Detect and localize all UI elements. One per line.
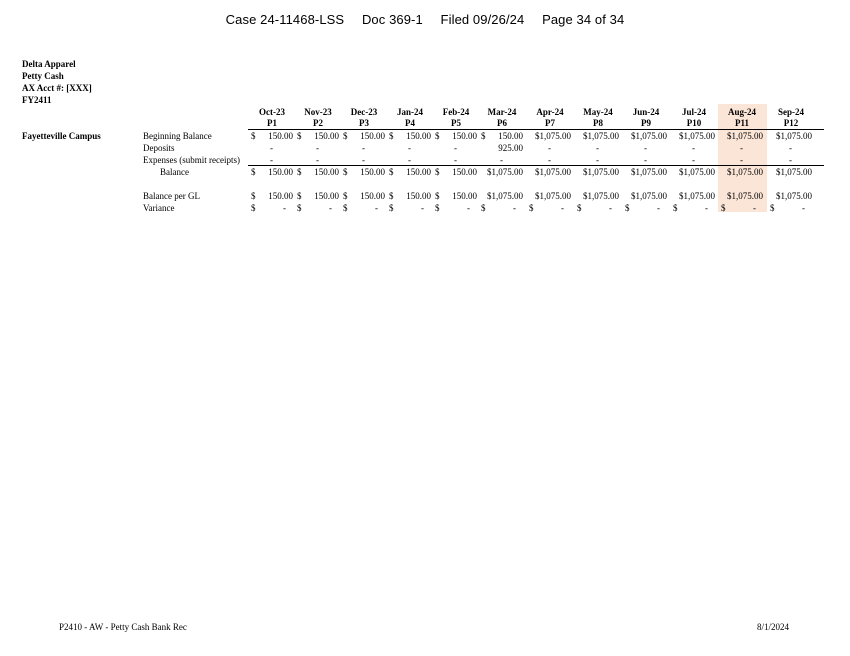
cell-value: $1,075.00: [583, 191, 619, 201]
cell-value: -: [596, 155, 599, 165]
currency-symbol: $: [435, 191, 440, 201]
table-cell: [294, 143, 341, 154]
cell-value: $1,075.00: [583, 167, 619, 177]
case-number: Case 24-11468-LSS: [225, 12, 345, 27]
column-month: Sep-24: [777, 107, 804, 117]
table-cell: [526, 203, 573, 214]
column-period: P2: [313, 118, 323, 128]
header-rule: [248, 129, 824, 130]
currency-symbol: $: [297, 191, 302, 201]
cell-value: $1,075.00: [679, 131, 715, 141]
currency-symbol: $: [389, 203, 394, 213]
table-cell: [386, 143, 433, 154]
cell-value: $1,075.00: [679, 167, 715, 177]
table-cell: [718, 203, 765, 214]
currency-symbol: $: [251, 203, 256, 213]
cell-value: -: [789, 155, 792, 165]
balance-rule: [248, 165, 824, 166]
cell-value: -: [644, 143, 647, 153]
cell-value: $1,075.00: [776, 167, 812, 177]
column-header: [294, 107, 342, 129]
table-cell: [248, 191, 295, 202]
table-cell: [670, 143, 717, 154]
cell-value: 150.00: [360, 191, 385, 201]
table-cell: [718, 131, 765, 142]
cell-value: -: [408, 143, 411, 153]
table-cell: [340, 203, 387, 214]
table-cell: [670, 131, 717, 142]
table-cell: [478, 203, 525, 214]
cell-value: $1,075.00: [631, 191, 667, 201]
cell-value: $1,075.00: [535, 131, 571, 141]
column-period: P1: [267, 118, 277, 128]
cell-value: -: [467, 203, 470, 213]
table-cell: [622, 167, 669, 178]
cell-value: $1,075.00: [631, 167, 667, 177]
column-period: P10: [686, 118, 702, 128]
table-cell: [386, 203, 433, 214]
table-cell: [478, 191, 525, 202]
page-number: Page 34 of 34: [542, 12, 625, 27]
column-header: [670, 107, 718, 129]
cell-value: -: [270, 143, 273, 153]
column-month: Feb-24: [442, 107, 470, 117]
cell-value: $1,075.00: [487, 191, 523, 201]
table-cell: [574, 131, 621, 142]
cell-value: 150.00: [452, 167, 477, 177]
cell-value: -: [548, 155, 551, 165]
table-cell: [386, 167, 433, 178]
column-header: [574, 107, 622, 129]
column-month: Apr-24: [536, 107, 564, 117]
cell-value: -: [513, 203, 516, 213]
currency-symbol: $: [435, 131, 440, 141]
row-label-balance: Balance: [160, 167, 189, 177]
table-cell: [340, 143, 387, 154]
table-cell: [622, 191, 669, 202]
cell-value: -: [316, 143, 319, 153]
table-cell: [622, 203, 669, 214]
doc-number: Doc 369-1: [361, 12, 423, 27]
column-header: [432, 107, 480, 129]
table-cell: [622, 131, 669, 142]
table-cell: [432, 167, 479, 178]
currency-symbol: $: [251, 167, 256, 177]
table-cell: [767, 203, 814, 214]
cell-value: -: [692, 143, 695, 153]
cell-value: -: [375, 203, 378, 213]
table-cell: [432, 191, 479, 202]
table-cell: [574, 143, 621, 154]
currency-symbol: $: [297, 131, 302, 141]
cell-value: $1,075.00: [776, 131, 812, 141]
fiscal-year: FY2411: [22, 95, 52, 105]
table-cell: [340, 131, 387, 142]
cell-value: $1,075.00: [727, 167, 763, 177]
row-label-beginning-balance: Beginning Balance: [143, 131, 212, 141]
cell-value: $1,075.00: [535, 191, 571, 201]
table-cell: [767, 167, 814, 178]
table-cell: [294, 131, 341, 142]
table-cell: [526, 131, 573, 142]
filed-date: Filed 09/26/24: [440, 12, 525, 27]
cell-value: -: [421, 203, 424, 213]
currency-symbol: $: [297, 203, 302, 213]
cell-value: 150.00: [360, 167, 385, 177]
table-cell: [478, 167, 525, 178]
currency-symbol: $: [297, 167, 302, 177]
row-label-expenses: Expenses (submit receipts): [143, 155, 240, 165]
table-cell: [478, 143, 525, 154]
column-period: P11: [734, 118, 749, 128]
company-name: Delta Apparel: [22, 59, 76, 69]
cell-value: $1,075.00: [631, 131, 667, 141]
currency-symbol: $: [435, 167, 440, 177]
cell-value: -: [789, 143, 792, 153]
currency-symbol: $: [435, 203, 440, 213]
column-month: Dec-23: [350, 107, 378, 117]
currency-symbol: $: [251, 191, 256, 201]
table-cell: [767, 131, 814, 142]
row-label-deposits: Deposits: [143, 143, 175, 153]
currency-symbol: $: [770, 203, 775, 213]
cell-value: -: [740, 143, 743, 153]
column-header: [526, 107, 574, 129]
column-period: P5: [451, 118, 461, 128]
currency-symbol: $: [481, 131, 486, 141]
cell-value: $1,075.00: [679, 191, 715, 201]
cell-value: -: [692, 155, 695, 165]
cell-value: -: [609, 203, 612, 213]
table-cell: [248, 203, 295, 214]
account-name: Petty Cash: [22, 71, 64, 81]
table-cell: [718, 143, 765, 154]
table-cell: [248, 143, 295, 154]
table-cell: [718, 191, 765, 202]
table-cell: [622, 143, 669, 154]
table-cell: [526, 167, 573, 178]
table-cell: [574, 191, 621, 202]
column-header: [767, 107, 815, 129]
table-cell: [718, 167, 765, 178]
cell-value: 150.00: [406, 131, 431, 141]
currency-symbol: $: [389, 191, 394, 201]
cell-value: 150.00: [268, 191, 293, 201]
company-block: [22, 58, 92, 106]
cell-value: $1,075.00: [776, 191, 812, 201]
cell-value: -: [283, 203, 286, 213]
table-cell: [386, 191, 433, 202]
table-cell: [432, 143, 479, 154]
table-cell: [526, 143, 573, 154]
table-cell: [670, 167, 717, 178]
cell-value: -: [454, 143, 457, 153]
cell-value: $1,075.00: [535, 167, 571, 177]
table-cell: [294, 203, 341, 214]
cell-value: $1,075.00: [487, 167, 523, 177]
table-cell: [574, 167, 621, 178]
currency-symbol: $: [343, 167, 348, 177]
table-cell: [248, 131, 295, 142]
cell-value: -: [270, 155, 273, 165]
cell-value: -: [740, 155, 743, 165]
table-cell: [526, 191, 573, 202]
cell-value: 150.00: [498, 131, 523, 141]
column-month: May-24: [583, 107, 613, 117]
currency-symbol: $: [389, 167, 394, 177]
column-period: P8: [593, 118, 603, 128]
currency-symbol: $: [529, 203, 534, 213]
cell-value: -: [596, 143, 599, 153]
currency-symbol: $: [389, 131, 394, 141]
table-cell: [478, 131, 525, 142]
cell-value: $1,075.00: [727, 191, 763, 201]
table-cell: [340, 167, 387, 178]
currency-symbol: $: [481, 203, 486, 213]
cell-value: 150.00: [268, 167, 293, 177]
cell-value: $1,075.00: [727, 131, 763, 141]
footer-date: 8/1/2024: [757, 622, 790, 632]
cell-value: -: [408, 155, 411, 165]
court-filing-header: [0, 12, 850, 27]
column-header: [248, 107, 296, 129]
column-period: P6: [497, 118, 507, 128]
table-cell: [767, 143, 814, 154]
column-month: Jul-24: [681, 107, 706, 117]
column-header: [718, 107, 766, 129]
currency-symbol: $: [251, 131, 256, 141]
cell-value: 150.00: [314, 131, 339, 141]
campus-label: Fayetteville Campus: [22, 131, 101, 141]
cell-value: -: [657, 203, 660, 213]
column-month: Oct-23: [259, 107, 285, 117]
currency-symbol: $: [343, 131, 348, 141]
cell-value: 150.00: [406, 167, 431, 177]
cell-value: -: [362, 155, 365, 165]
cell-value: 150.00: [268, 131, 293, 141]
cell-value: 150.00: [406, 191, 431, 201]
currency-symbol: $: [721, 203, 726, 213]
column-month: Jun-24: [632, 107, 660, 117]
table-cell: [340, 191, 387, 202]
table-cell: [432, 203, 479, 214]
footer-report-name: P2410 - AW - Petty Cash Bank Rec: [59, 622, 187, 632]
column-period: P3: [359, 118, 369, 128]
cell-value: -: [644, 155, 647, 165]
cell-value: -: [561, 203, 564, 213]
column-period: P9: [641, 118, 651, 128]
column-header: [340, 107, 388, 129]
cell-value: $1,075.00: [583, 131, 619, 141]
cell-value: -: [753, 203, 756, 213]
table-cell: [432, 131, 479, 142]
cell-value: -: [329, 203, 332, 213]
cell-value: -: [548, 143, 551, 153]
cell-value: 150.00: [452, 131, 477, 141]
column-header: [386, 107, 434, 129]
column-period: P4: [405, 118, 415, 128]
column-header: [478, 107, 526, 129]
cell-value: 150.00: [314, 191, 339, 201]
ax-account: AX Acct #: [XXX]: [22, 83, 92, 93]
currency-symbol: $: [673, 203, 678, 213]
table-cell: [767, 191, 814, 202]
column-month: Nov-23: [304, 107, 332, 117]
row-label-variance: Variance: [143, 203, 175, 213]
currency-symbol: $: [625, 203, 630, 213]
currency-symbol: $: [343, 203, 348, 213]
cell-value: -: [500, 155, 503, 165]
column-period: P7: [545, 118, 555, 128]
cell-value: 925.00: [498, 143, 523, 153]
cell-value: 150.00: [360, 131, 385, 141]
column-header: [622, 107, 670, 129]
table-cell: [670, 203, 717, 214]
table-cell: [670, 191, 717, 202]
column-month: Mar-24: [487, 107, 517, 117]
column-month: Aug-24: [727, 107, 756, 117]
column-period: P12: [783, 118, 799, 128]
cell-value: -: [454, 155, 457, 165]
column-month: Jan-24: [396, 107, 423, 117]
cell-value: -: [802, 203, 805, 213]
cell-value: -: [362, 143, 365, 153]
cell-value: -: [316, 155, 319, 165]
table-cell: [294, 191, 341, 202]
currency-symbol: $: [577, 203, 582, 213]
cell-value: 150.00: [314, 167, 339, 177]
row-label-balance-per-gl: Balance per GL: [143, 191, 200, 201]
cell-value: -: [705, 203, 708, 213]
table-cell: [294, 167, 341, 178]
currency-symbol: $: [343, 191, 348, 201]
cell-value: 150.00: [452, 191, 477, 201]
table-cell: [248, 167, 295, 178]
table-cell: [574, 203, 621, 214]
table-cell: [386, 131, 433, 142]
